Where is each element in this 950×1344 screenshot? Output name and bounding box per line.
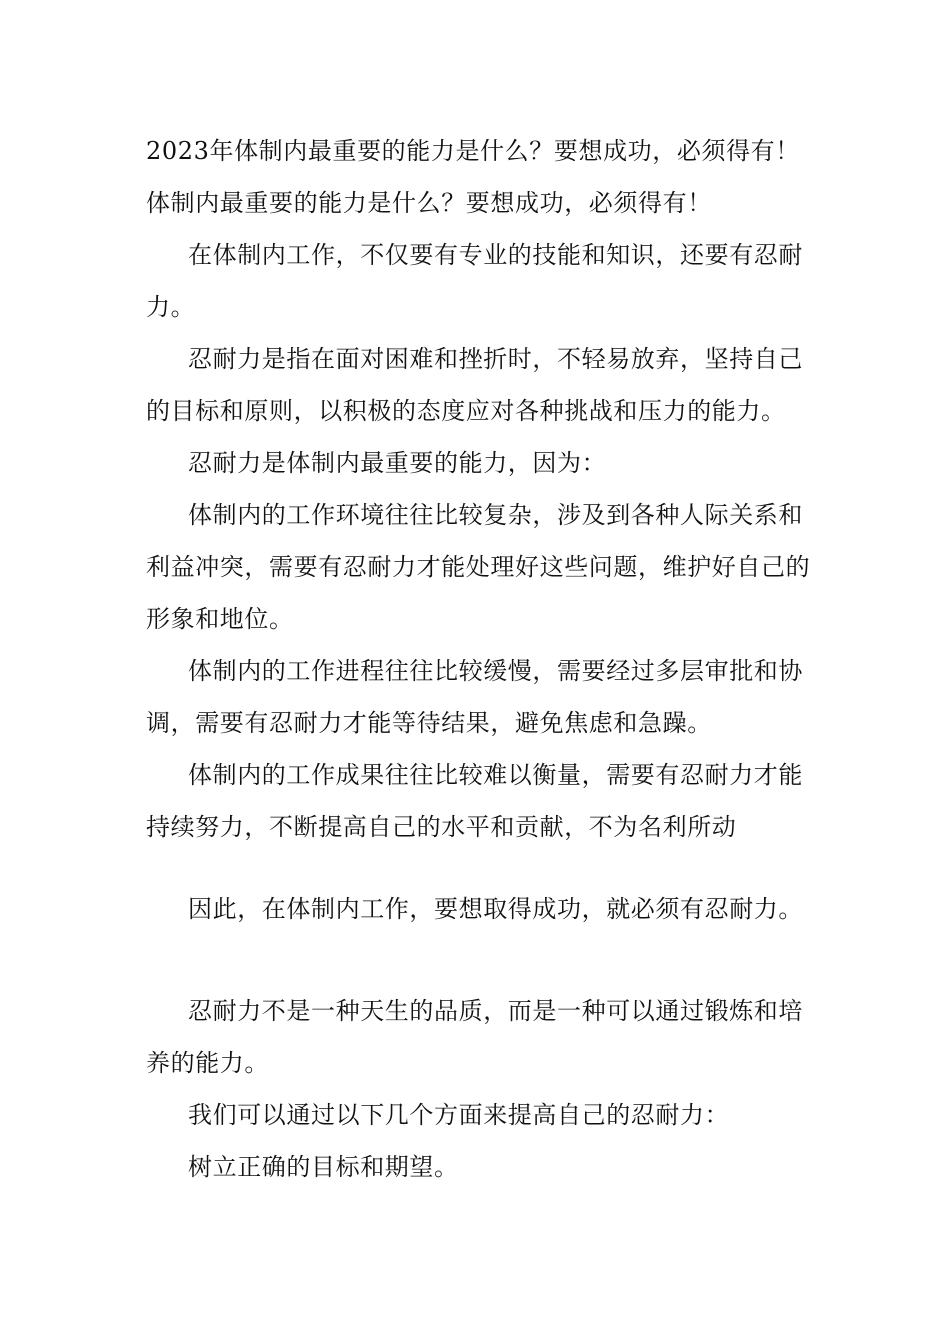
paragraph-reason-environment: 体制内的工作环境往往比较复杂，涉及到各种人际关系和利益冲突，需要有忍耐力才能处理好这些问题，维护好自己的形象和地位。 <box>146 501 811 633</box>
document-title: 2023年体制内最重要的能力是什么？要想成功，必须得有！ <box>146 137 800 165</box>
paragraph-conclusion: 因此，在体制内工作，要想取得成功，就必须有忍耐力。 <box>188 895 803 923</box>
paragraph-reason-heading: 忍耐力是体制内最重要的能力，因为： <box>188 449 607 477</box>
paragraph-method-goals: 树立正确的目标和期望。 <box>188 1153 459 1181</box>
document-subtitle: 体制内最重要的能力是什么？要想成功，必须得有！ <box>146 189 712 217</box>
paragraph-definition: 忍耐力是指在面对困难和挫折时，不轻易放弃，坚持自己的目标和原则，以积极的态度应对各种挑战和压力的能力。 <box>146 345 803 425</box>
paragraph-cultivation: 忍耐力不是一种天生的品质，而是一种可以通过锻炼和培养的能力。 <box>146 997 803 1077</box>
paragraph-reason-process: 体制内的工作进程往往比较缓慢，需要经过多层审批和协调，需要有忍耐力才能等待结果，避免焦虑和急躁。 <box>146 657 803 737</box>
paragraph-reason-results: 体制内的工作成果往往比较难以衡量，需要有忍耐力才能持续努力，不断提高自己的水平和贡献，不为名利所动 <box>146 761 803 841</box>
paragraph-intro: 在体制内工作，不仅要有专业的技能和知识，还要有忍耐力。 <box>146 241 803 321</box>
paragraph-gap <box>146 935 826 985</box>
paragraph-gap <box>146 853 826 883</box>
document-body <box>146 125 826 1193</box>
paragraph-methods-heading: 我们可以通过以下几个方面来提高自己的忍耐力： <box>188 1101 730 1129</box>
